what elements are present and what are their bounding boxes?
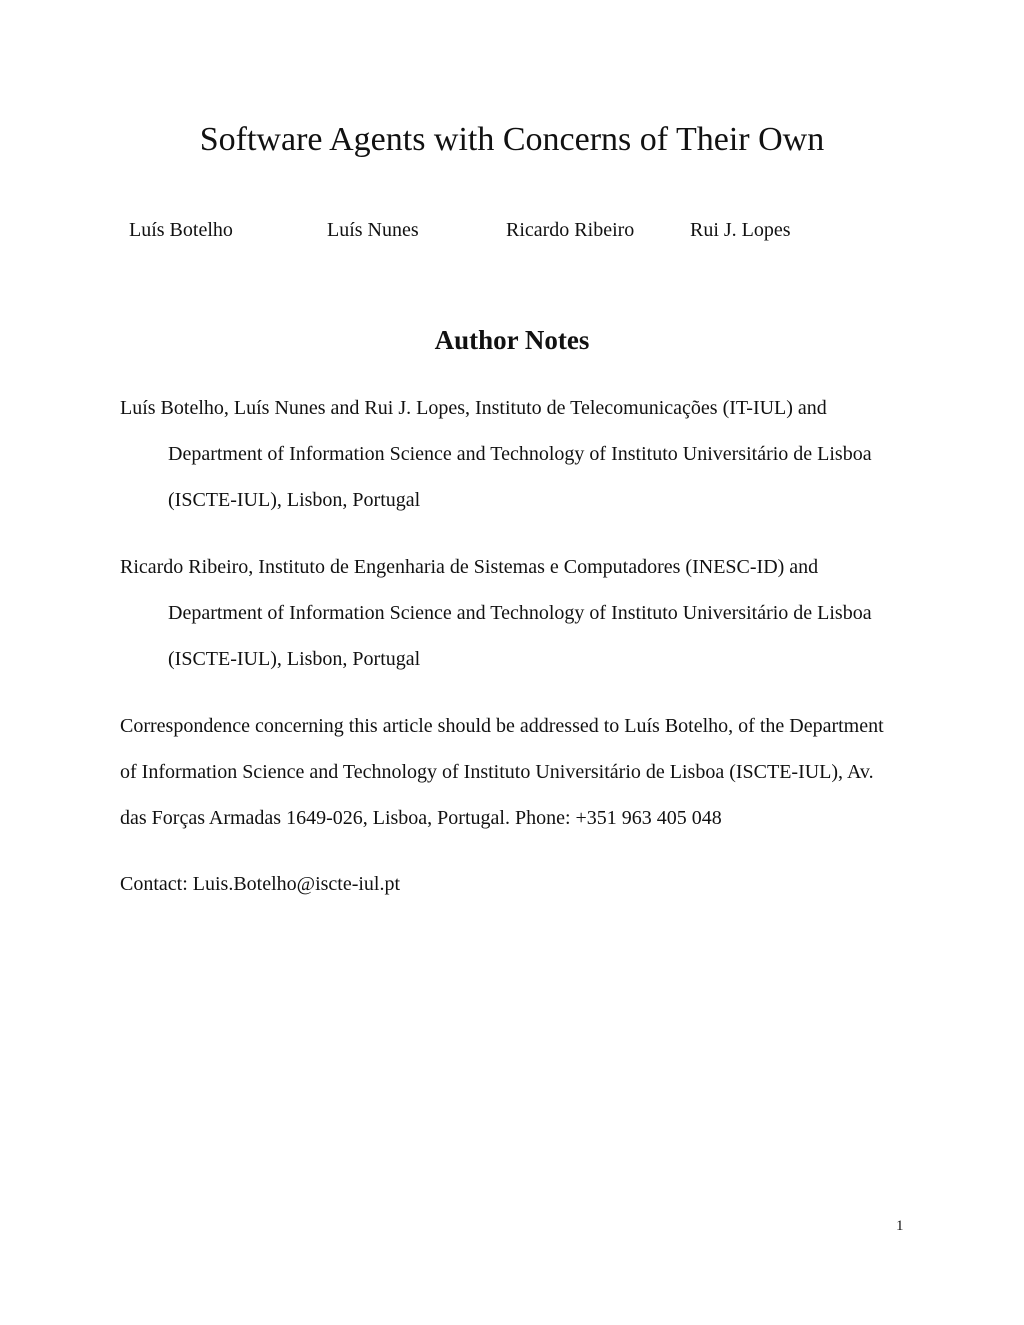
- affiliation-2-line-1: Ricardo Ribeiro, Instituto de Engenharia de Sistemas e Computadores (INESC-ID) and: [120, 556, 819, 578]
- correspondence-line-2: of Information Science and Technology of Instituto Universitário de Lisboa (ISCTE-IUL), Av.: [120, 761, 874, 783]
- contact-line: Contact: Luis.Botelho@iscte-iul.pt: [120, 873, 401, 895]
- affiliation-1-line-3: (ISCTE-IUL), Lisbon, Portugal: [168, 489, 421, 511]
- affiliation-2-line-2: Department of Information Science and Technology of Instituto Universitário de Lisboa: [168, 602, 872, 624]
- paper-title: Software Agents with Concerns of Their Own: [199, 121, 825, 158]
- affiliation-2-line-3: (ISCTE-IUL), Lisbon, Portugal: [168, 648, 421, 670]
- author-name-nunes: Luís Nunes: [327, 219, 419, 241]
- correspondence-line-3: das Forças Armadas 1649-026, Lisboa, Portugal. Phone: +351 963 405 048: [120, 807, 722, 829]
- affiliation-1-line-2: Department of Information Science and Technology of Instituto Universitário de Lisboa: [168, 443, 872, 465]
- author-name-lopes: Rui J. Lopes: [690, 219, 791, 241]
- affiliation-1-line-1: Luís Botelho, Luís Nunes and Rui J. Lopes, Instituto de Telecomunicações (IT-IUL) and: [120, 397, 827, 419]
- page-number: 1: [896, 1218, 904, 1234]
- author-name-botelho: Luís Botelho: [129, 219, 233, 241]
- author-name-ribeiro: Ricardo Ribeiro: [506, 219, 635, 241]
- author-notes-heading: Author Notes: [434, 325, 590, 355]
- correspondence-line-1: Correspondence concerning this article should be addressed to Luís Botelho, of the Department: [120, 715, 884, 737]
